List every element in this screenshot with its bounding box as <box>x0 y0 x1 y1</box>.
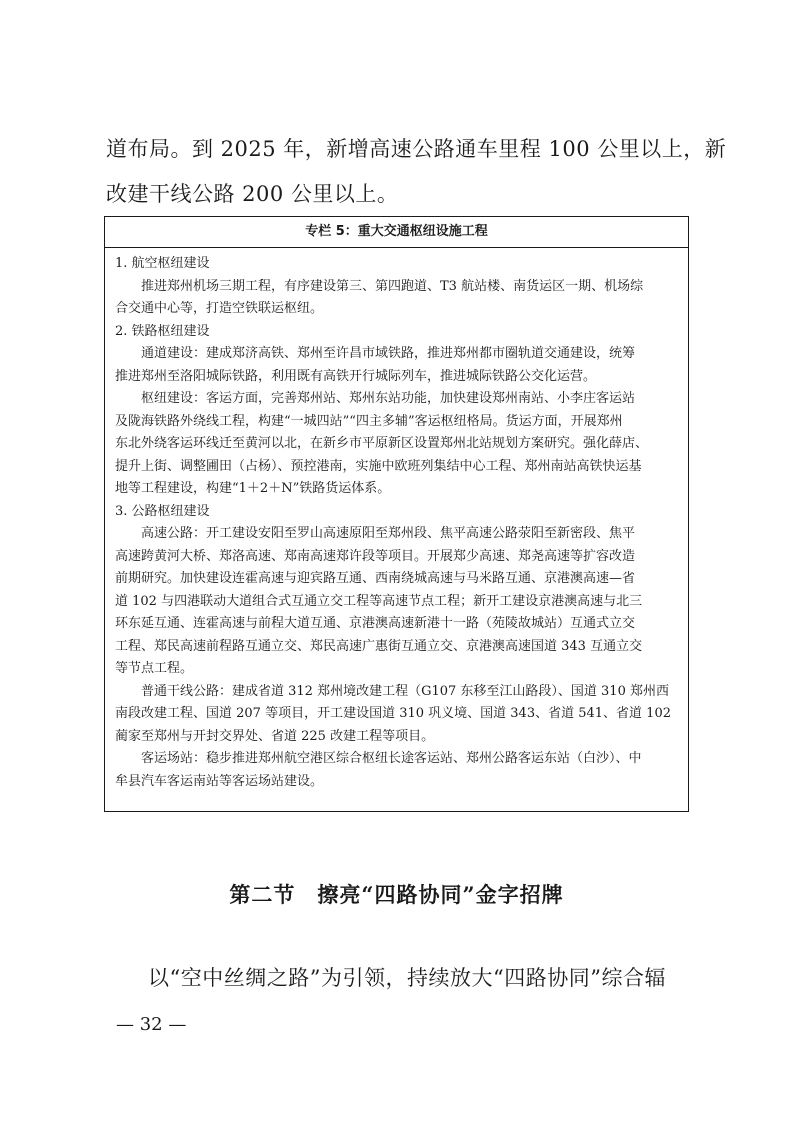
text-line: 高速跨黄河大桥、郑洛高速、郑南高速郑许段等项目。开展郑少高速、郑尧高速等扩容改造 <box>115 548 636 564</box>
intro-line-1: 道布局。到 2025 年，新增高速公路通车里程 100 公里以上，新 <box>106 137 727 161</box>
text-line: 推进郑州机场三期工程，有序建设第三、第四跑道、T3 航站楼、南货运区一期、机场综 <box>141 278 644 294</box>
aviation-heading: 1. 航空枢纽建设 <box>115 256 210 271</box>
box-title: 专栏 5：重大交通枢纽设施工程 <box>105 217 688 248</box>
road-highway-paragraph <box>115 523 678 681</box>
text-line: 道 102 与四港联动大道组合式互通立交工程等高速节点工程；新开工建设京港澳高速与北三 <box>115 593 643 609</box>
text-line: 工程、郑民高速前程路互通立交、郑民高速广惠街互通立交、京港澳高速国道 343 互通立交 <box>115 638 643 654</box>
road-trunk-paragraph <box>115 681 678 749</box>
text-line: 牟县汽车客运南站等客运场站建设。 <box>115 773 324 789</box>
rail-hub-paragraph <box>115 388 678 501</box>
text-line: 合交通中心等，打造空铁联运枢纽。 <box>115 301 324 316</box>
text-line: 普通干线公路：建成省道 312 郑州境改建工程（G107 东移至江山路段）、国道 310 郑州西 <box>141 683 669 699</box>
road-heading: 3. 公路枢纽建设 <box>115 503 210 519</box>
text-line: 等节点工程。 <box>115 661 194 676</box>
rail-heading: 2. 铁路枢纽建设 <box>115 323 210 339</box>
text-line: 高速公路：开工建设安阳至罗山高速原阳至郑州段、焦平高速公路荥阳至新密段、焦平 <box>141 526 636 541</box>
text-line: 客运场站：稳步推进郑州航空港区综合枢纽长途客运站、郑州公路客运东站（白沙）、中 <box>141 751 642 766</box>
text-line: 枢纽建设：客运方面，完善郑州站、郑州东站功能，加快建设郑州南站、小李庄客运站 <box>141 391 636 406</box>
text-line: 蔺家至郑州与开封交界处、省道 225 改建工程等项目。 <box>115 728 435 744</box>
text-line: 及陇海铁路外绕线工程，构建“一城四站”“四主多辅”客运枢纽格局。货运方面，开展郑州 <box>115 413 623 429</box>
intro-paragraph <box>106 127 727 216</box>
body-paragraph: 以“空中丝绸之路”为引领，持续放大“四路协同”综合辐 <box>148 966 666 990</box>
feature-box <box>104 216 689 812</box>
rail-channel-paragraph <box>115 343 678 388</box>
text-line: 前期研究。加快建设连霍高速与迎宾路互通、西南绕城高速与马米路互通、京港澳高速—省 <box>115 571 636 586</box>
text-line: 环东延互通、连霍高速与前程大道互通、京港澳高速新港十一路（苑陵故城站）互通式立交 <box>115 616 636 631</box>
section-heading: 第二节 擦亮“四路协同”金字招牌 <box>229 882 564 907</box>
text-line: 通道建设：建成郑济高铁、郑州至许昌市域铁路，推进郑州都市圈轨道交通建设，统筹 <box>141 346 636 361</box>
text-line: 东北外绕客运环线迁至黄河以北，在新乡市平原新区设置郑州北站规划方案研究。强化薛店、 <box>115 436 649 451</box>
intro-line-2: 改建干线公路 200 公里以上。 <box>106 182 399 206</box>
aviation-paragraph <box>115 276 678 321</box>
text-line: 地等工程建设，构建“1＋2＋N”铁路货运体系。 <box>115 481 391 496</box>
page-number: — 32 — <box>116 1014 187 1035</box>
text-line: 南段改建工程、国道 207 等项目，开工建设国道 310 巩义境、国道 343、省道 541、省道 102 <box>115 706 671 721</box>
road-station-paragraph <box>115 748 678 793</box>
box-body <box>105 248 688 793</box>
text-line: 提升上街、调整圃田（占杨）、预控港南，实施中欧班列集结中心工程、郑州南站高铁快运基 <box>115 458 642 474</box>
text-line: 推进郑州至洛阳城际铁路，利用既有高铁开行城际列车，推进城际铁路公交化运营。 <box>115 368 597 384</box>
